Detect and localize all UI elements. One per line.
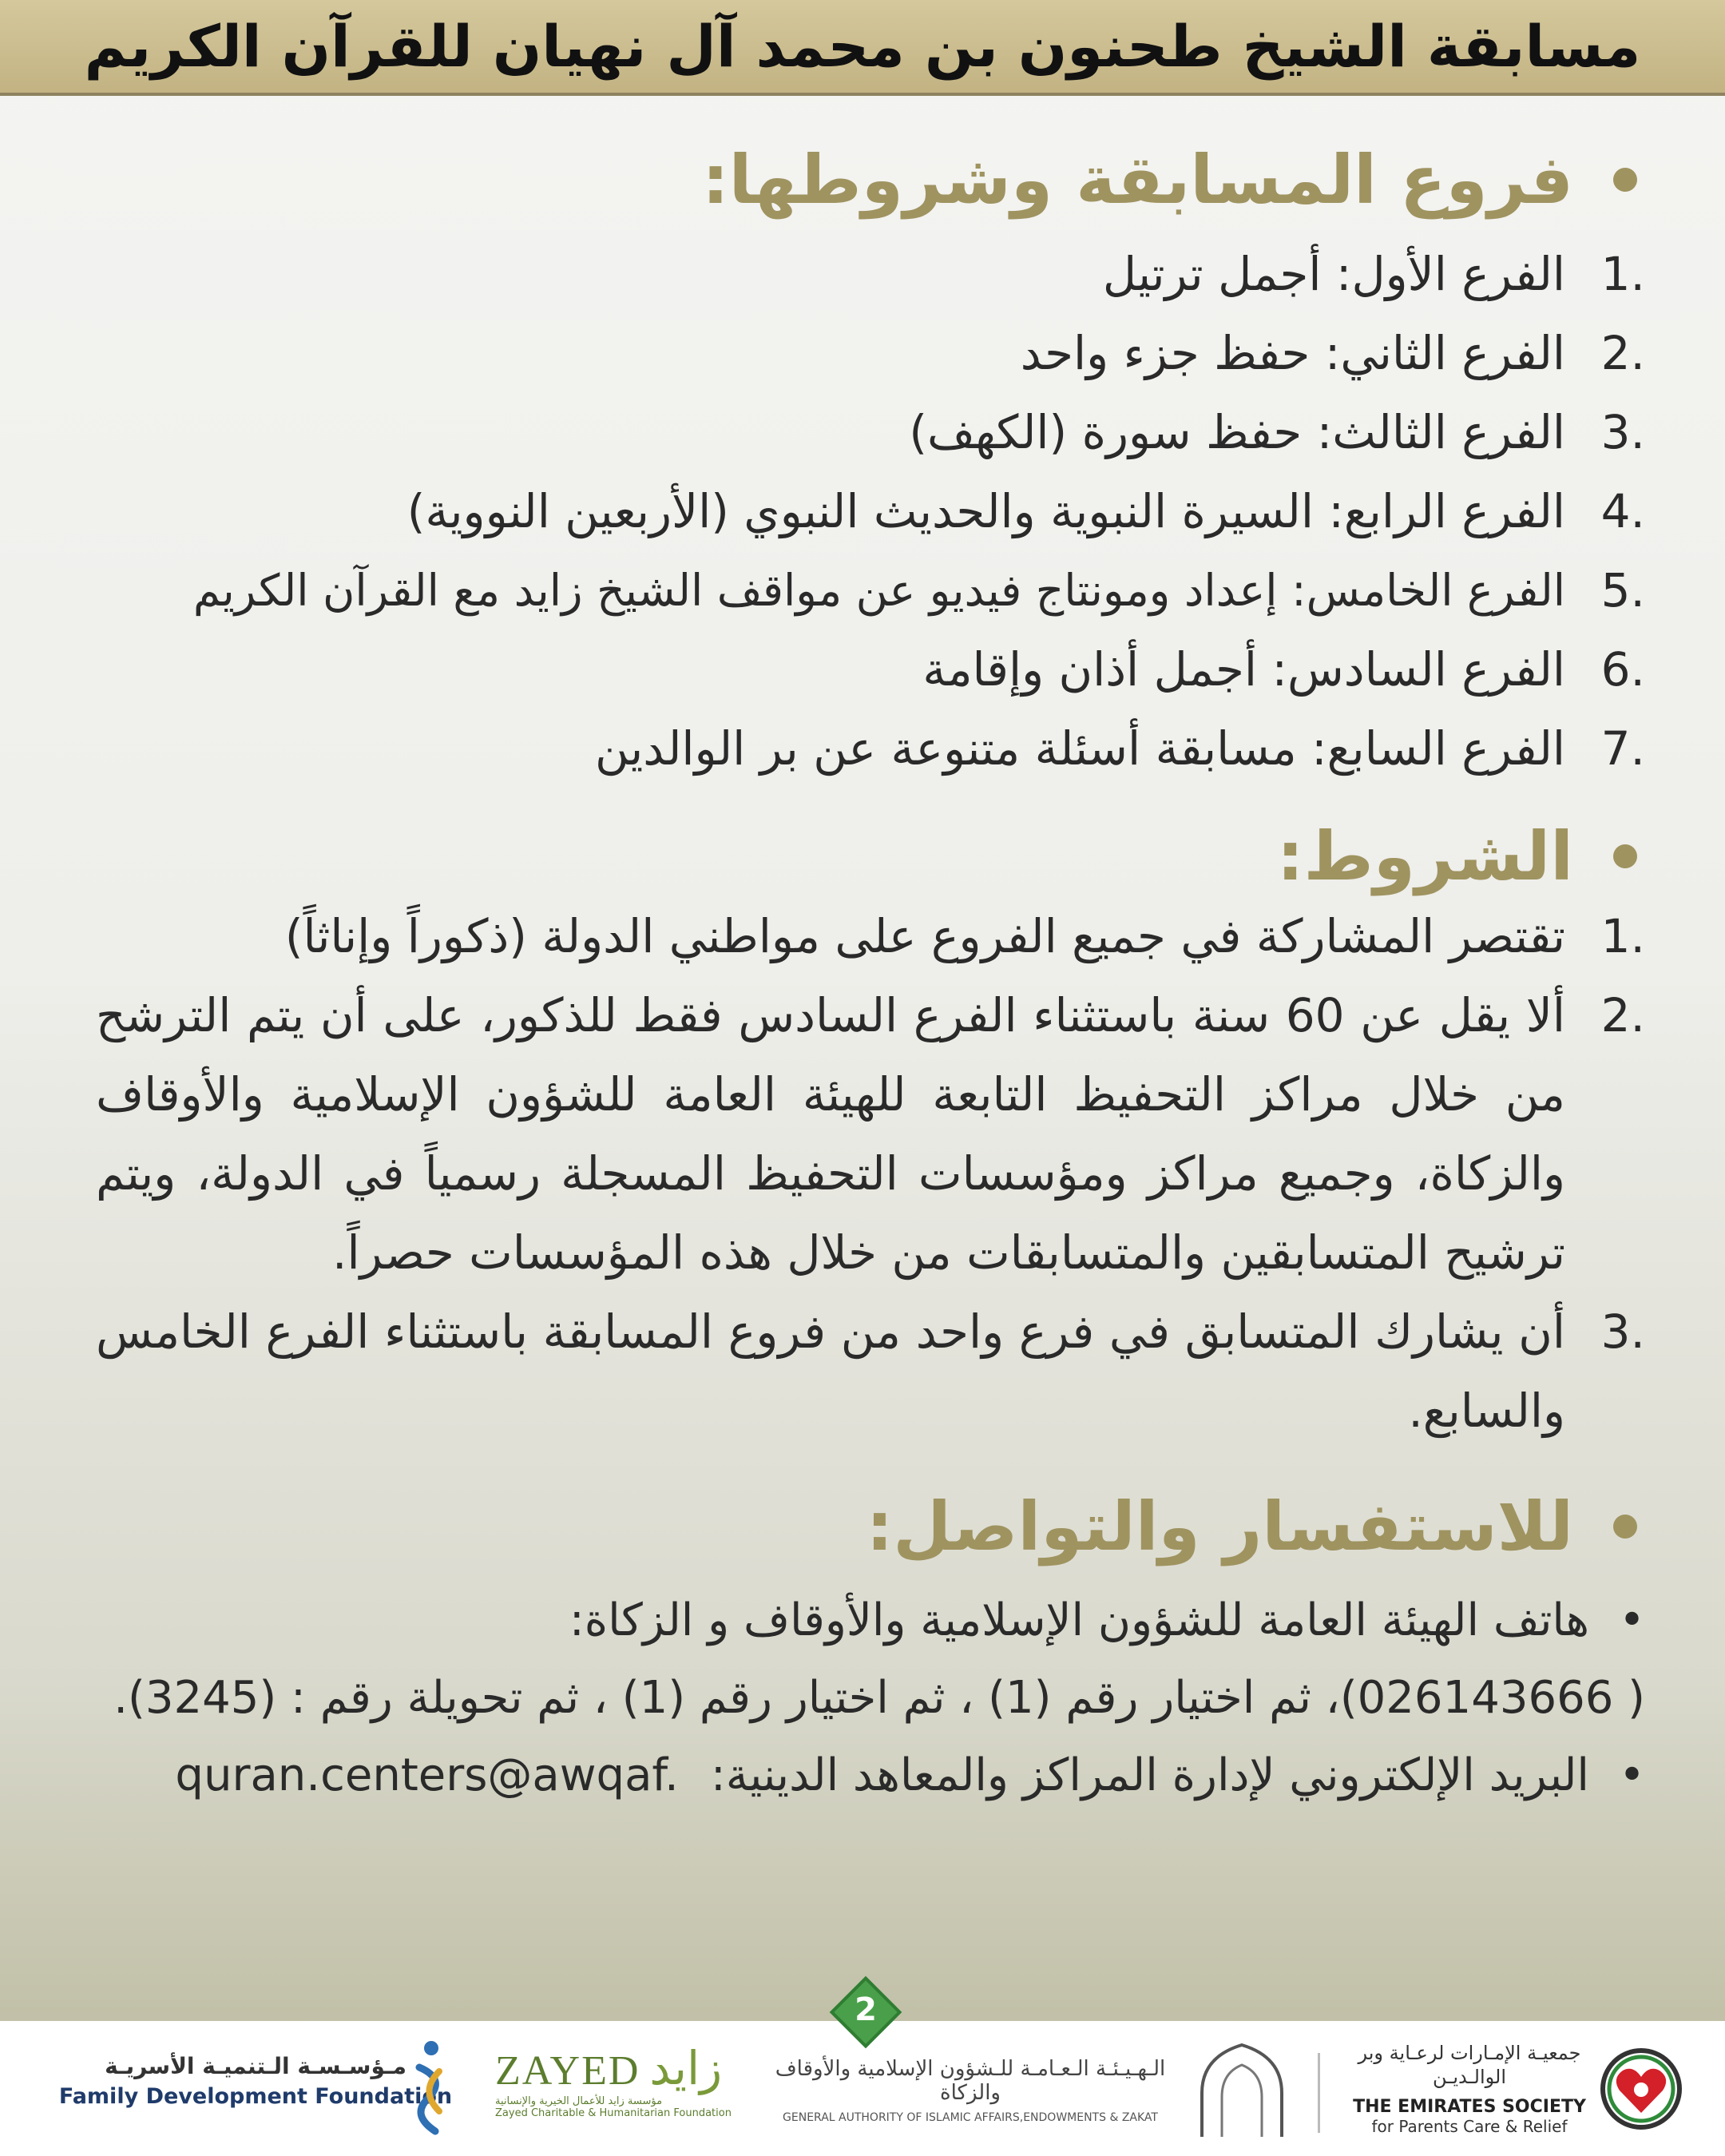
branches-heading — [96, 120, 1637, 240]
list-item — [96, 976, 1645, 1292]
item-text: ألا يقل عن 60 سنة باستثناء الفرع السادس فقط للذكور، على أن يتم الترشح من خلال مراكز التحفيظ التابعة للهيئة العامة للشؤون الإسلامية والأوقاف والزكاة، وجميع مراكز ومؤسسات التحفيظ المسجلة رسمياً في الدولة، ويتم ترشيح المتسابقين والمتسابقات من خلال هذه المؤسسات حصراً. — [96, 988, 1565, 1280]
item-text: الفرع السادس: أجمل أذان وإقامة — [922, 642, 1565, 697]
item-text: الفرع الرابع: السيرة النبوية والحديث النبوي (الأربعين النووية) — [406, 484, 1565, 538]
item-number: 4. — [1600, 484, 1645, 538]
item-number: 5. — [1600, 563, 1645, 617]
bullet-icon — [1613, 1515, 1637, 1539]
zayed-mark-ar: زايد — [649, 2041, 723, 2095]
header-bar — [0, 0, 1725, 96]
logo-emirates-society — [1350, 2041, 1589, 2145]
item-number: 3. — [1600, 1304, 1645, 1359]
list-item — [96, 472, 1645, 551]
list-item — [96, 1292, 1645, 1451]
phone-details: ( 026143666)، ثم اختيار رقم (1) ، ثم اختيار رقم (1) ، ثم تحويلة رقم : (3245). — [113, 1672, 1645, 1724]
bullet-icon — [1613, 168, 1637, 192]
item-text: الفرع الخامس: إعداد ومونتاج فيديو عن مواقف الشيخ زايد مع القرآن الكريم — [192, 565, 1565, 616]
item-number: 2. — [1600, 326, 1645, 380]
list-item — [96, 393, 1645, 472]
bullet-icon — [1613, 844, 1637, 868]
contact-block — [96, 1582, 1645, 1814]
list-item — [96, 551, 1645, 630]
main-content — [96, 120, 1645, 1814]
phone-label: هاتف الهيئة العامة للشؤون الإسلامية والأوقاف و الزكاة: — [569, 1594, 1589, 1646]
logo-zayed — [495, 2041, 735, 2145]
zayed-mark-en: ZAYED — [495, 2048, 640, 2094]
awqaf-en: GENERAL AUTHORITY OF ISLAMIC AFFAIRS,ENDOWMENTS & ZAKAT — [783, 2111, 1158, 2124]
dot-icon: • — [1618, 1594, 1645, 1646]
item-text: الفرع الثاني: حفظ جزء واحد — [1020, 326, 1565, 380]
email-row — [96, 1737, 1645, 1814]
branches-heading-text: فروع المسابقة وشروطها: — [702, 141, 1573, 219]
item-number: 7. — [1600, 721, 1645, 776]
family-development-emblem-icon — [403, 2035, 459, 2139]
emirates-society-ar: جمعيـة الإمـارات لرعـاية وبر الوالـديـن — [1358, 2042, 1581, 2088]
item-number: 3. — [1600, 405, 1645, 459]
conditions-list — [96, 897, 1645, 1451]
item-number: 1. — [1600, 909, 1645, 963]
emirates-society-en1: THE EMIRATES SOCIETY — [1353, 2097, 1586, 2117]
zayed-en-sub: Zayed Charitable & Humanitarian Foundation — [495, 2107, 732, 2119]
page-badge-number: 2 — [855, 1991, 877, 2028]
list-item — [96, 630, 1645, 709]
emirates-society-en2: for Parents Care & Relief — [1371, 2117, 1568, 2136]
page-title: مسابقة الشيخ طحنون بن محمد آل نهيان للقرآن الكريم — [84, 13, 1641, 80]
awqaf-ar: الـهـيـئـة الـعـامـة للـشؤون الإسلامية والأوقاف والزكاة — [775, 2057, 1166, 2105]
contact-heading-text: للاستفسار والتواصل: — [866, 1487, 1573, 1566]
contact-heading — [96, 1467, 1637, 1586]
item-text: تقتصر المشاركة في جميع الفروع على مواطني الدولة (ذكوراً وإناثاً) — [284, 909, 1565, 963]
item-text: الفرع الثالث: حفظ سورة (الكهف) — [909, 405, 1565, 459]
item-text: أن يشارك المتسابق في فرع واحد من فروع المسابقة باستثناء الفرع الخامس والسابع. — [96, 1304, 1565, 1438]
logo-family-development — [48, 2053, 463, 2133]
branches-list — [96, 235, 1645, 788]
list-item — [96, 314, 1645, 393]
email-label: البريد الإلكتروني لإدارة المراكز والمعاهد الدينية: — [710, 1749, 1589, 1801]
item-text: الفرع الأول: أجمل ترتيل — [1102, 247, 1565, 301]
family-development-ar: مـؤسـسـة الـتنميـة الأسريـة — [105, 2053, 406, 2079]
conditions-heading-text: الشروط: — [1276, 817, 1573, 895]
list-item — [96, 709, 1645, 788]
emirates-society-heart-icon — [1597, 2045, 1685, 2133]
family-development-en: Family Development Foundation — [58, 2084, 453, 2109]
logo-awqaf — [763, 2057, 1178, 2129]
list-item — [96, 235, 1645, 314]
zayed-ar-sub: مؤسسة زايد للأعمال الخيرية والإنسانية — [495, 2095, 663, 2107]
list-item — [96, 897, 1645, 976]
item-text: الفرع السابع: مسابقة أسئلة متنوعة عن بر الوالدين — [594, 721, 1565, 776]
awqaf-emblem-icon — [1190, 2037, 1294, 2141]
phone-row — [96, 1582, 1645, 1659]
email-link[interactable]: quran.centers@awqaf. — [175, 1749, 679, 1801]
item-number: 6. — [1600, 642, 1645, 697]
item-number: 2. — [1600, 988, 1645, 1042]
dot-icon: • — [1618, 1749, 1645, 1801]
footer-divider — [1318, 2053, 1320, 2133]
item-number: 1. — [1600, 247, 1645, 301]
